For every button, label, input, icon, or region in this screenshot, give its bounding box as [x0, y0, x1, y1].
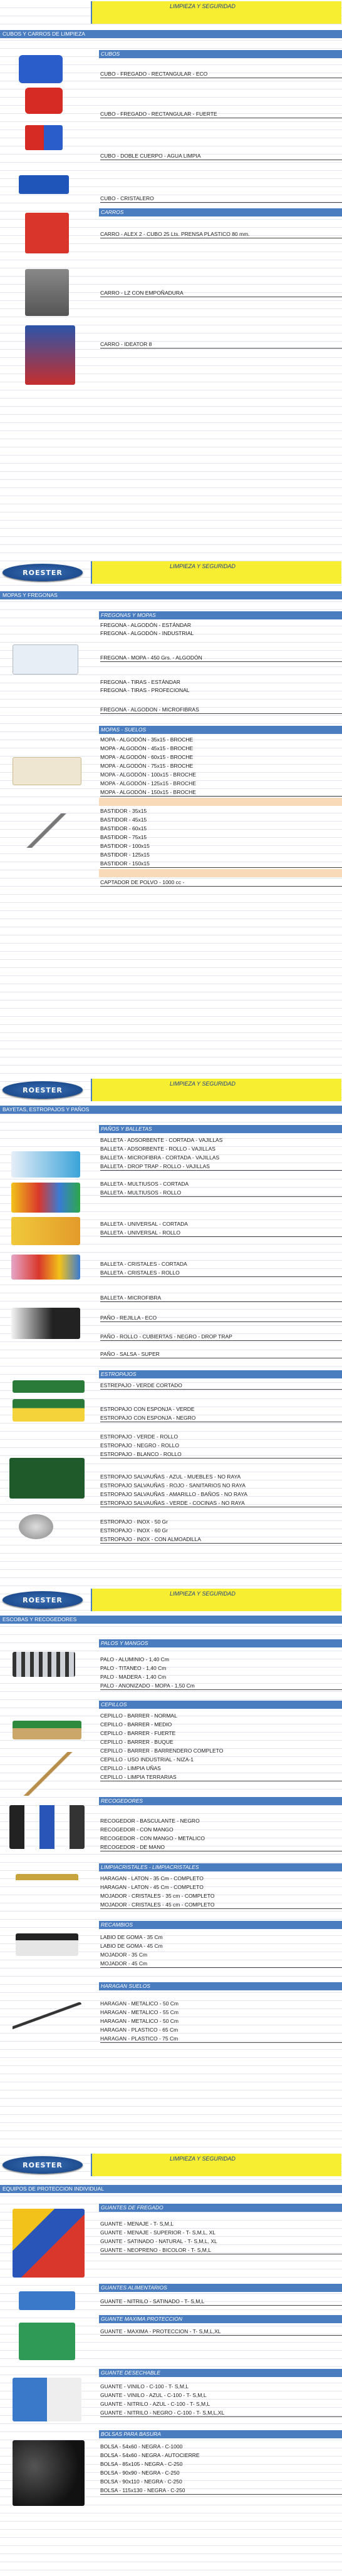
subsection-label: PAÑOS Y BALLETAS [99, 1125, 342, 1133]
mop-image [13, 644, 78, 675]
list-item: FREGONA - ALGODON - MICROFIBRAS [100, 706, 342, 714]
list-item: FREGONA - TIRAS - PROFECIONAL [100, 687, 190, 693]
list-item: MOPA - ALGODÓN - 75x15 - BROCHE [100, 763, 194, 769]
list-item: MOPA - ALGODÓN - 100x15 - BROCHE [100, 771, 196, 778]
list-item: FREGONA - ALGODÓN - ESTÁNDAR [100, 622, 191, 628]
list-item: ESTROPAJO SALVAUÑAS - ROJO - SANITARIOS NO RAYA [100, 1482, 246, 1489]
section-title: CUBOS Y CARROS DE LIMPIEZA [0, 30, 342, 38]
list-item: ESTREPAJO - VERDE CORTADO [100, 1382, 342, 1390]
disposable-gloves-image [13, 2378, 81, 2421]
list-item: CEPILLO - BARRER - NORMAL [100, 1713, 177, 1719]
list-item: RECOGEDOR - BASCULANTE - NEGRO [100, 1818, 200, 1824]
list-item: RECOGEDOR - DE MANO [100, 1843, 342, 1851]
list-item: BALLETA - MICROFIBRA [100, 1294, 342, 1302]
list-item: HARAGAN - LATON - 45 Cm - COMPLETO [100, 1884, 204, 1890]
section-tag: LIMPIEZA Y SEGURIDAD [170, 563, 236, 569]
list-item: BOLSA - 90x110 - NEGRA - C-250 [100, 2478, 182, 2485]
glove-image [19, 2291, 75, 2310]
section-header [0, 0, 342, 25]
window-bucket-image [19, 175, 69, 194]
list-item: CUBO - FREGADO - RECTANGULAR - ECO [100, 70, 342, 78]
list-item: HARAGAN - PLASTICO - 75 Cm [100, 2035, 342, 2043]
list-item: CEPILLO - BARRER - FUERTE [100, 1730, 176, 1736]
list-item: BASTIDOR - 150x15 [100, 860, 342, 868]
subsection-label: ESTROPAJOS [99, 1370, 342, 1378]
section-header [0, 560, 342, 585]
broom-image [19, 1752, 75, 1796]
list-item: CAPTADOR DE POLVO - 1000 cc - [100, 878, 342, 887]
section-title: BAYETAS, ESTROPAJOS Y PAÑOS [0, 1106, 342, 1114]
list-item: MOJADOR - CRISTALES - 45 cm - COMPLETO [100, 1901, 342, 1909]
list-item: CEPILLO - BARRER - BARRENDERO COMPLETO [100, 1748, 224, 1754]
rubber-blade-image [16, 1933, 78, 1956]
list-item: GUANTE - MENAJE - T- S,M,L [100, 2221, 174, 2227]
brand-logo: ROESTER [3, 1591, 83, 1609]
section-title: MOPAS Y FREGONAS [0, 591, 342, 599]
list-item: CARRO - IDEATOR 8 [100, 340, 342, 349]
list-item: CEPILLO - BARRER - BUQUE [100, 1739, 174, 1745]
handles-image [13, 1652, 75, 1677]
list-item: BOLSA - 54x60 - NEGRA - C-1000 [100, 2443, 183, 2450]
list-item: BALLETA - ADSORBENTE - ROLLO - VAJILLAS [100, 1146, 215, 1152]
list-item: HARAGAN - METALICO - 50 Cm [100, 2000, 179, 2007]
list-item: BASTIDOR - 100x15 [100, 843, 150, 849]
section-header [0, 1587, 342, 1612]
cloth-image [11, 1255, 80, 1280]
squeegee-image [16, 1874, 78, 1899]
list-item: BASTIDOR - 75x15 [100, 834, 147, 840]
list-item: FREGONA - TIRAS - ESTÁNDAR [100, 679, 180, 685]
cloth-image [11, 1151, 80, 1178]
dustpan-image [9, 1805, 85, 1849]
broom-image [13, 1721, 81, 1739]
cloth-image [11, 1183, 80, 1213]
list-item: BALLETA - UNIVERSAL - CORTADA [100, 1221, 188, 1227]
list-item: CUBO - CRISTALERO [100, 195, 342, 203]
list-item: MOPA - ALGODÓN - 45x15 - BROCHE [100, 745, 194, 751]
brand-logo: ROESTER [3, 2156, 83, 2174]
red-bucket-image [25, 88, 63, 114]
list-item: LABIO DE GOMA - 45 Cm [100, 1943, 163, 1949]
list-item: CUBO - DOBLE CUERPO - AGUA LIMPIA [100, 152, 342, 160]
list-item: PAÑO - SALSA - SUPER [100, 1350, 342, 1358]
list-item: ESTROPAJO CON ESPONJA - NEGRO [100, 1414, 342, 1422]
subsection-label: FREGONAS Y MOPAS [99, 611, 342, 619]
subsection-label: MOPAS - SUELOS [99, 726, 342, 734]
list-item: PALO - ANONIZADO - MOPA - 1,50 Cm [100, 1682, 342, 1690]
list-item: CARRO - LZ CON EMPOÑADURA [100, 289, 342, 297]
list-item: FREGONA - ALGODÓN - INDUSTRIAL [100, 630, 194, 636]
list-item: MOPA - ALGODÓN - 150x15 - BROCHE [100, 788, 342, 797]
list-item: FREGONA - MOPA - 450 Grs. - ALGODÓN [100, 654, 342, 662]
list-item: PALO - TITANEO - 1,40 Cm [100, 1665, 167, 1671]
list-item: CEPILLO - BARRER - MEDIO [100, 1721, 172, 1728]
section-tag: LIMPIEZA Y SEGURIDAD [170, 2156, 236, 2162]
dust-mop-image [13, 757, 81, 785]
yellow-band [91, 2154, 341, 2176]
section-title: ESCOBAS Y RECOGEDORES [0, 1616, 342, 1624]
cloth-image [11, 1308, 80, 1339]
yellow-band [91, 1589, 341, 1611]
list-item: ESTROPAJO CON ESPONJA - VERDE [100, 1406, 195, 1412]
subsection-label: CEPILLOS [99, 1701, 342, 1709]
double-bucket-image [25, 125, 63, 150]
section-header [0, 2152, 342, 2177]
list-item: ESTROPAJO - INOX - 60 Gr [100, 1527, 168, 1534]
list-item: CEPILLO - USO INDUSTRIAL - NIZA-1 [100, 1756, 194, 1763]
list-item: LABIO DE GOMA - 35 Cm [100, 1934, 163, 1940]
list-item: BALLETA - CRISTALES - CORTADA [100, 1261, 187, 1267]
cart-image [25, 213, 69, 253]
scourer-roll-image [9, 1458, 85, 1499]
list-item: GUANTE - NITRILO - AZUL - C-100 - T- S,M,L [100, 2401, 210, 2407]
list-item: BOLSA - 115x130 - NEGRA - C-250 [100, 2487, 342, 2495]
separator-band [99, 869, 342, 877]
list-item: ESTROPAJO - BLANCO - ROLLO [100, 1450, 342, 1459]
list-item: GUANTE - MENAJE - SUPERIOR - T- S,M,L, XL [100, 2229, 216, 2236]
separator-band [99, 798, 342, 806]
list-item: HARAGAN - PLASTICO - 65 Cm [100, 2027, 179, 2033]
list-item: RECOGEDOR - CON MANGO [100, 1826, 174, 1833]
cloth-image [11, 1217, 80, 1245]
list-item: GUANTE - VINILO - C-100 - T- S,M,L [100, 2383, 189, 2390]
list-item: CEPILLO - LIMPIA TERRARIAS [100, 1773, 342, 1781]
subsection-label: GUANTE MAXIMA PROTECCION [99, 2315, 342, 2323]
list-item: CUBO - FREGADO - RECTANGULAR - FUERTE [100, 110, 342, 118]
list-item: GUANTE - MAXIMA - PROTECCION - T- S,M,L,XL [100, 2328, 342, 2336]
list-item: MOPA - ALGODÓN - 35x15 - BROCHE [100, 736, 194, 743]
subsection-label: LIMPIACRISTALES - LIMPIACRISTALES [99, 1863, 342, 1871]
list-item: BALLETA - CRISTALES - ROLLO [100, 1269, 342, 1277]
list-item: GUANTE - VINILO - AZUL - C-100 - T- S,M,L [100, 2392, 207, 2398]
list-item: HARAGAN - LATON - 35 Cm - COMPLETO [100, 1875, 204, 1881]
list-item: PALO - MADERA - 1,40 Cm [100, 1674, 167, 1680]
list-item: ESTROPAJO SALVAUÑAS - VERDE - COCINAS - NO RAYA [100, 1499, 342, 1507]
list-item: BALLETA - ADSORBENTE - CORTADA - VAJILLAS [100, 1137, 223, 1143]
yellow-band [91, 1, 341, 24]
list-item: ESTROPAJO SALVAUÑAS - AZUL - MUEBLES - NO RAYA [100, 1474, 241, 1480]
list-item: MOJADOR - CRISTALES - 35 cm - COMPLETO [100, 1893, 215, 1899]
list-item: MOPA - ALGODÓN - 125x15 - BROCHE [100, 780, 196, 787]
list-item: BALLETA - MULTIUSOS - ROLLO [100, 1189, 342, 1197]
section-title: EQUIPOS DE PROTECCION INDIVIDUAL [0, 2185, 342, 2193]
list-item: GUANTE - NITRILO - SATINADO - T- S,M,L [100, 2298, 342, 2306]
brand-logo: ROESTER [3, 1081, 83, 1099]
brand-logo: ROESTER [3, 564, 83, 581]
list-item: BASTIDOR - 60x15 [100, 825, 147, 832]
list-item: RECOGEDOR - CON MANGO - METALICO [100, 1835, 205, 1841]
section-tag: LIMPIEZA Y SEGURIDAD [170, 3, 236, 9]
list-item: ESTROPAJO SALVAUÑAS - AMARILLO - BAÑOS - NO RAYA [100, 1491, 247, 1497]
subsection-label: BOLSAS PARA BASURA [99, 2430, 342, 2438]
list-item: BOLSA - 85x105 - NEGRA - C-250 [100, 2461, 183, 2467]
subsection-label: GUANTES DE FREGADO [99, 2204, 342, 2212]
list-item: GUANTE - NEOPRENO - BICOLOR - T- S,M,L [100, 2246, 342, 2254]
subsection-label: PALOS Y MANGOS [99, 1639, 342, 1647]
list-item: CEPILLO - LIMPIA UÑAS [100, 1765, 161, 1771]
section-tag: LIMPIEZA Y SEGURIDAD [170, 1591, 236, 1597]
scourer-image [13, 1380, 85, 1393]
list-item: PALO - ALUMINIO - 1,40 Cm [100, 1656, 169, 1662]
list-item: PAÑO - REJILLA - ECO [100, 1314, 342, 1322]
gloves-image [13, 2209, 85, 2278]
list-item: ESTROPAJO - INOX - 50 Gr [100, 1519, 168, 1525]
subsection-label: RECAMBIOS [99, 1921, 342, 1929]
list-item: ESTROPAJO - INOX - CON ALMOADILLA [100, 1535, 342, 1544]
sponge-image [13, 1399, 85, 1422]
list-item: BASTIDOR - 45x15 [100, 817, 147, 823]
list-item: BALLETA - MICROFIBRA - CORTADA - VAJILLAS [100, 1154, 220, 1161]
subsection-label: GUANTES ALIMENTARIOS [99, 2284, 342, 2292]
subsection-label: HARAGAN SUELOS [99, 1982, 342, 1990]
steel-wool-image [19, 1514, 53, 1539]
list-item: ESTROPAJO - NEGRO - ROLLO [100, 1442, 179, 1448]
list-item: BOLSA - 54x60 - NEGRA - AUTOCIERRE [100, 2452, 200, 2458]
list-item: BASTIDOR - 35x15 [100, 808, 147, 814]
subsection-label: GUANTE DESECHABLE [99, 2369, 342, 2377]
trash-bags-image [13, 2440, 85, 2506]
list-item: MOJADOR - 45 Cm [100, 1960, 342, 1968]
list-item: GUANTE - SATINADO - NATURAL - T- S,M,L, XL [100, 2238, 217, 2244]
yellow-band [91, 1079, 341, 1101]
yellow-band [91, 561, 341, 584]
list-item: BALLETA - UNIVERSAL - ROLLO [100, 1229, 342, 1237]
list-item: ESTROPAJO - VERDE - ROLLO [100, 1433, 179, 1440]
frame-image [13, 813, 85, 848]
list-item: HARAGAN - METALICO - 50 Cm [100, 2018, 179, 2024]
subsection-label: CARROS [99, 208, 342, 216]
section-tag: LIMPIEZA Y SEGURIDAD [170, 1081, 236, 1087]
list-item: PAÑO - ROLLO - CUBIERTAS - NEGRO - DROP TRAP [100, 1333, 342, 1341]
list-item: BOLSA - 90x90 - NEGRA - C-250 [100, 2470, 180, 2476]
cart-image [25, 269, 69, 316]
section-header [0, 1077, 342, 1102]
blue-bucket-image [19, 55, 63, 83]
cart-image [25, 325, 75, 385]
subsection-label: CUBOS [99, 50, 342, 58]
floor-squeegee-image [13, 2002, 81, 2037]
list-item: GUANTE - NITRILO - NEGRO - C-100 - T- S,M,L,XL [100, 2409, 342, 2417]
list-item: HARAGAN - METALICO - 55 Cm [100, 2009, 179, 2015]
list-item: MOJADOR - 35 Cm [100, 1952, 148, 1958]
list-item: BALLETA - DROP TRAP - ROLLO - VAJILLAS [100, 1163, 342, 1171]
list-item: BALLETA - MULTIUSOS - CORTADA [100, 1181, 189, 1187]
list-item: CARRO - ALEX 2 - CUBO 25 Lts. PRENSA PLASTICO 80 mm. [100, 230, 342, 238]
subsection-label: RECOGEDORES [99, 1797, 342, 1805]
list-item: MOPA - ALGODÓN - 60x15 - BROCHE [100, 754, 194, 760]
list-item: BASTIDOR - 125x15 [100, 852, 150, 858]
glove-image [19, 2323, 75, 2360]
